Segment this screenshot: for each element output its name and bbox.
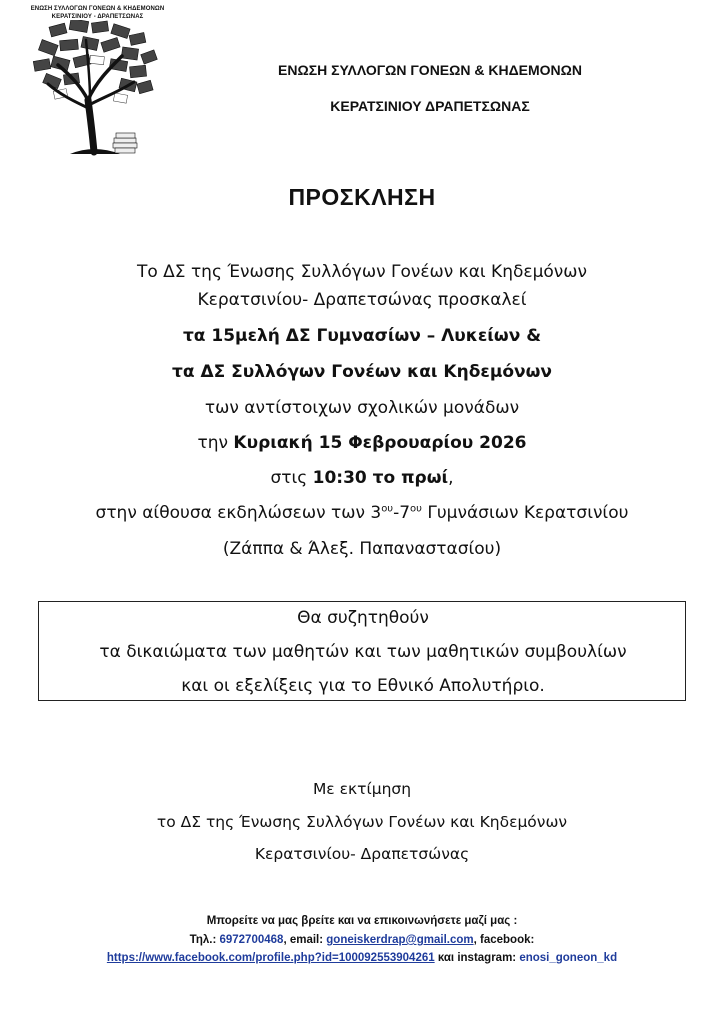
venue-prefix: στην αίθουσα εκδηλώσεων των 3 xyxy=(95,503,382,523)
logo-text-line1: ΕΝΩΣΗ ΣΥΛΛΟΓΩΝ ΓΟΝΕΩΝ & ΚΗΔΕΜΟΝΩΝ xyxy=(30,6,165,12)
date-prefix: την xyxy=(197,433,234,453)
instagram-handle[interactable]: enosi_goneon_kd xyxy=(519,952,618,964)
footer-contacts xyxy=(0,934,724,946)
event-address: (Ζάππα & Άλεξ. Παπαναστασίου) xyxy=(222,539,502,559)
agenda-line-1: Θα συζητηθούν xyxy=(297,608,429,628)
email-label: , email: xyxy=(283,934,327,946)
body-line-2: Κερατσινίου- Δραπετσώνας προσκαλεί xyxy=(197,290,527,310)
event-time: 10:30 το πρωί xyxy=(312,468,449,488)
venue-mid: -7 xyxy=(393,503,411,523)
tree-of-books-icon xyxy=(30,20,165,157)
closing-line-1: Με εκτίμηση xyxy=(312,780,412,798)
logo xyxy=(30,5,165,157)
event-time-line xyxy=(0,468,724,488)
closing-line-2: το ΔΣ της Ένωσης Συλλόγων Γονέων και Κηδεμόνων xyxy=(156,813,568,831)
body-line-1: Το ΔΣ της Ένωσης Συλλόγων Γονέων και Κηδεμόνων xyxy=(136,262,588,282)
body-line-5: των αντίστοιχων σχολικών μονάδων xyxy=(204,398,520,418)
body-line-3: τα 15μελή ΔΣ Γυμνασίων – Λυκείων & xyxy=(182,326,542,346)
venue-sup1: ου xyxy=(381,503,394,515)
venue-sup2: ου xyxy=(410,503,422,515)
email-link[interactable]: goneiskerdrap@gmail.com xyxy=(326,934,474,946)
logo-text-line2: ΚΕΡΑΤΣΙΝΙΟΥ - ΔΡΑΠΕΤΣΩΝΑΣ xyxy=(51,14,144,20)
event-venue-line xyxy=(0,503,724,523)
event-date: Κυριακή 15 Φεβρουαρίου 2026 xyxy=(233,433,527,453)
time-prefix: στις xyxy=(270,468,313,488)
org-name-line1: ΕΝΩΣΗ ΣΥΛΛΟΓΩΝ ΓΟΝΕΩΝ & ΚΗΔΕΜΟΝΩΝ xyxy=(278,62,582,78)
body-line-4: τα ΔΣ Συλλόγων Γονέων και Κηδεμόνων xyxy=(172,362,552,382)
agenda-line-3: και οι εξελίξεις για το Εθνικό Απολυτήριο. xyxy=(181,676,545,696)
instagram-label: και instagram: xyxy=(434,952,520,964)
phone-label: Τηλ.: xyxy=(189,934,220,946)
venue-suffix: Γυμνάσιων Κερατσινίου xyxy=(421,503,629,523)
agenda-box xyxy=(38,601,686,701)
agenda-line-2: τα δικαιώματα των μαθητών και των μαθητικών συμβουλίων xyxy=(99,642,627,662)
facebook-link[interactable]: https://www.facebook.com/profile.php?id=100092553904261 xyxy=(106,952,435,964)
footer-social xyxy=(0,952,724,964)
phone-number[interactable]: 6972700468 xyxy=(219,934,284,946)
closing-line-3: Κερατσινίου- Δραπετσώνας xyxy=(254,845,470,863)
document-title: ΠΡΟΣΚΛΗΣΗ xyxy=(288,184,436,210)
event-date-line xyxy=(0,433,724,453)
footer-intro: Μπορείτε να μας βρείτε και να επικοινωνήσετε μαζί μας : xyxy=(206,915,518,927)
time-suffix: , xyxy=(448,468,454,488)
org-name-line2: ΚΕΡΑΤΣΙΝΙΟΥ ΔΡΑΠΕΤΣΩΝΑΣ xyxy=(330,98,530,114)
facebook-label: , facebook: xyxy=(473,934,535,946)
